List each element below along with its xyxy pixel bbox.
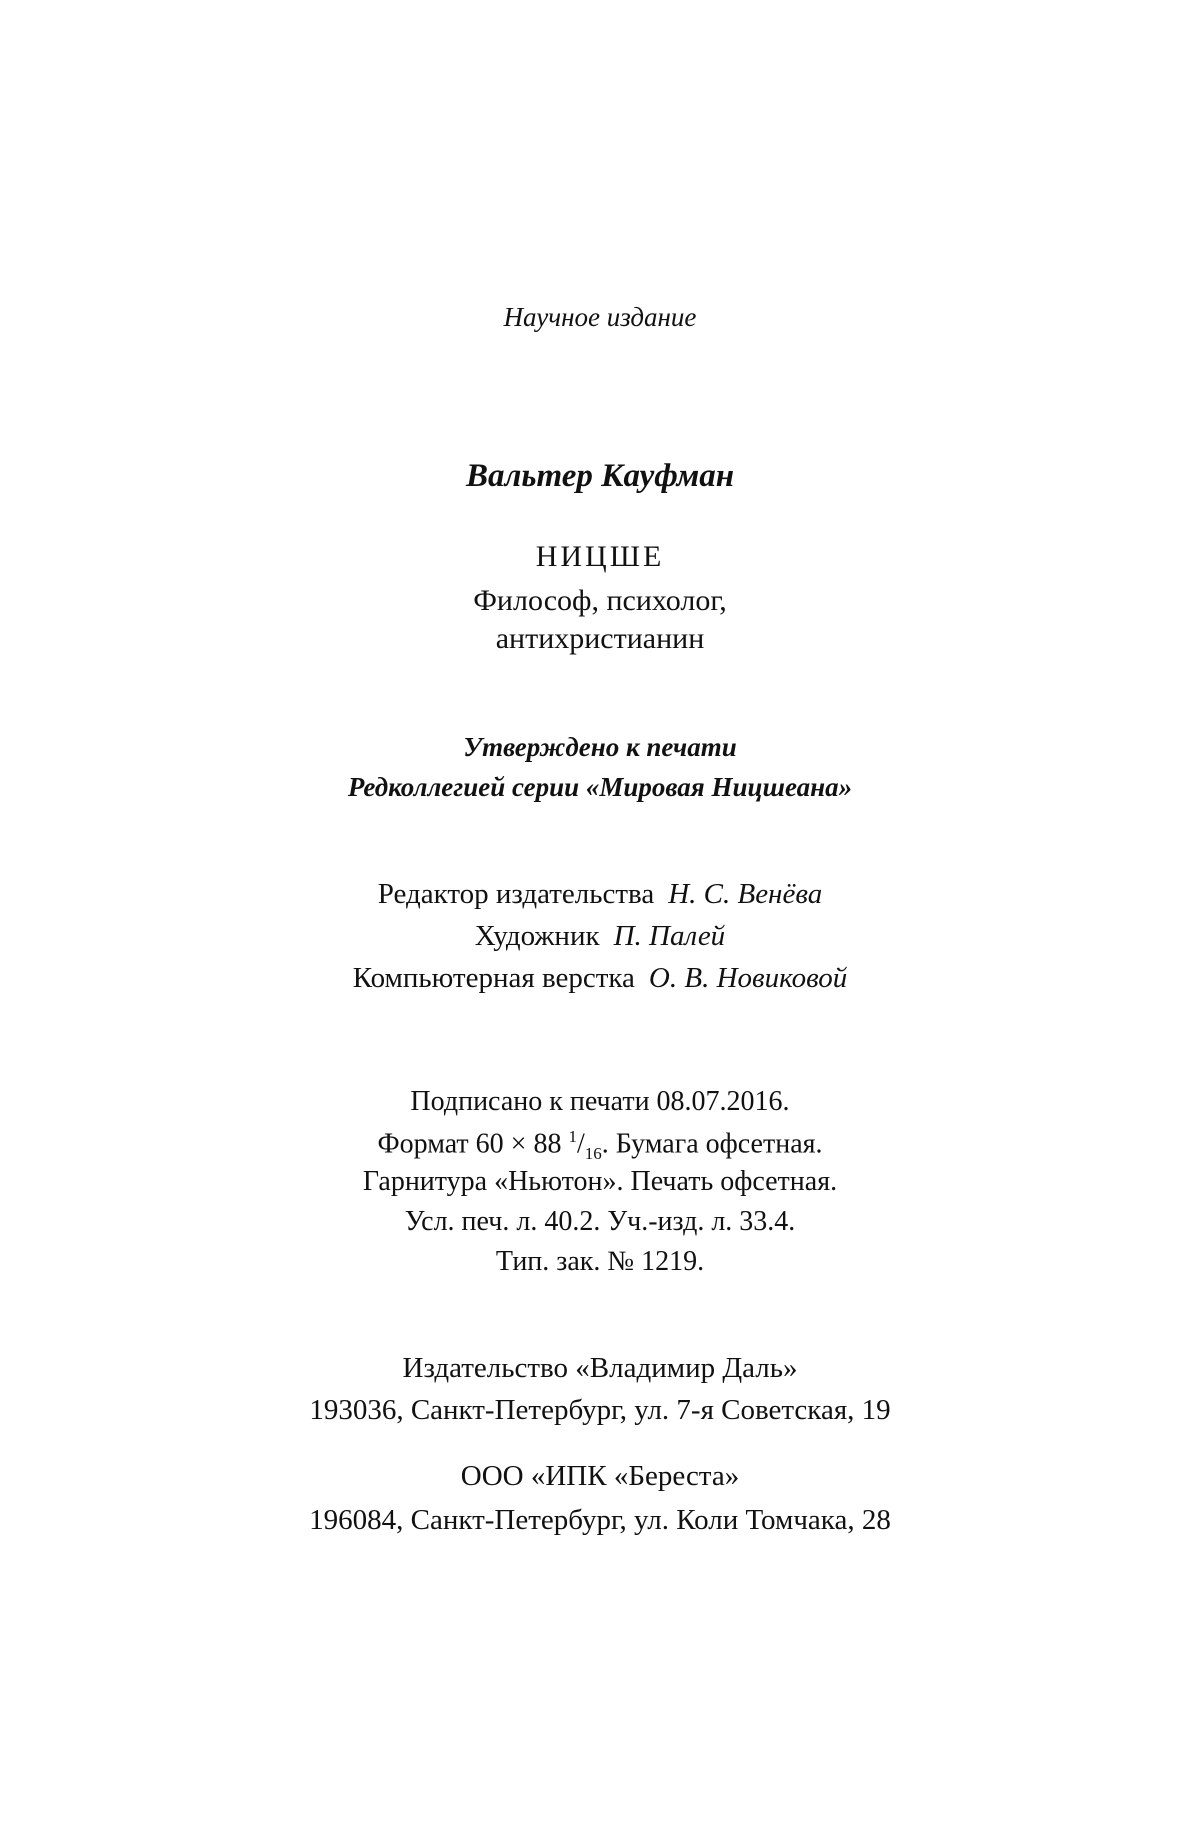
imprint-order: Тип. зак. № 1219. bbox=[495, 1246, 705, 1277]
credit-person: О. В. Новиковой bbox=[648, 962, 848, 994]
imprint-sheets: Усл. печ. л. 40.2. Уч.-изд. л. 33.4. bbox=[404, 1206, 796, 1237]
credit-person: П. Палей bbox=[613, 920, 726, 952]
credit-person: Н. С. Венёва bbox=[668, 878, 823, 910]
imprint-format: Формат 60 × 88 $^1/_{16}$. Бумага офсетная. bbox=[377, 1127, 823, 1163]
printer-address: 196084, Санкт-Петербург, ул. Коли Томчака, 28 bbox=[309, 1504, 891, 1536]
printer-name: ООО «ИПК «Береста» bbox=[460, 1460, 740, 1492]
imprint-format-suffix: . Бумага офсетная. bbox=[601, 1128, 823, 1160]
fraction-denominator: 16 bbox=[584, 1143, 602, 1163]
series-label: Научное издание bbox=[503, 302, 697, 332]
imprint-typeface: Гарнитура «Ньютон». Печать офсетная. bbox=[362, 1166, 838, 1197]
credit-artist bbox=[0, 922, 1200, 951]
book-subtitle-line-1: Философ, психолог, bbox=[473, 584, 727, 617]
author-name: Вальтер Кауфман bbox=[465, 458, 735, 494]
book-title: НИЦШЕ bbox=[535, 540, 665, 573]
credit-role: Редактор издательства bbox=[377, 878, 655, 910]
credit-role: Компьютерная верстка bbox=[352, 962, 635, 994]
credit-layout bbox=[0, 964, 1200, 993]
publisher-name: Издательство «Владимир Даль» bbox=[402, 1352, 798, 1384]
book-subtitle-line-2: антихристианин bbox=[495, 622, 705, 655]
approval-line-1: Утверждено к печати bbox=[463, 732, 737, 762]
imprint-format-prefix: Формат 60 × 88 bbox=[377, 1128, 569, 1160]
credit-role: Художник bbox=[474, 920, 600, 952]
imprint-signed: Подписано к печати 08.07.2016. bbox=[410, 1086, 790, 1117]
approval-line-2: Редколлегией серии «Мировая Ницшеана» bbox=[347, 772, 853, 802]
fraction-numerator: 1 bbox=[568, 1127, 577, 1146]
credit-editor bbox=[0, 880, 1200, 909]
publisher-address: 193036, Санкт-Петербург, ул. 7-я Советская, 19 bbox=[309, 1394, 891, 1426]
